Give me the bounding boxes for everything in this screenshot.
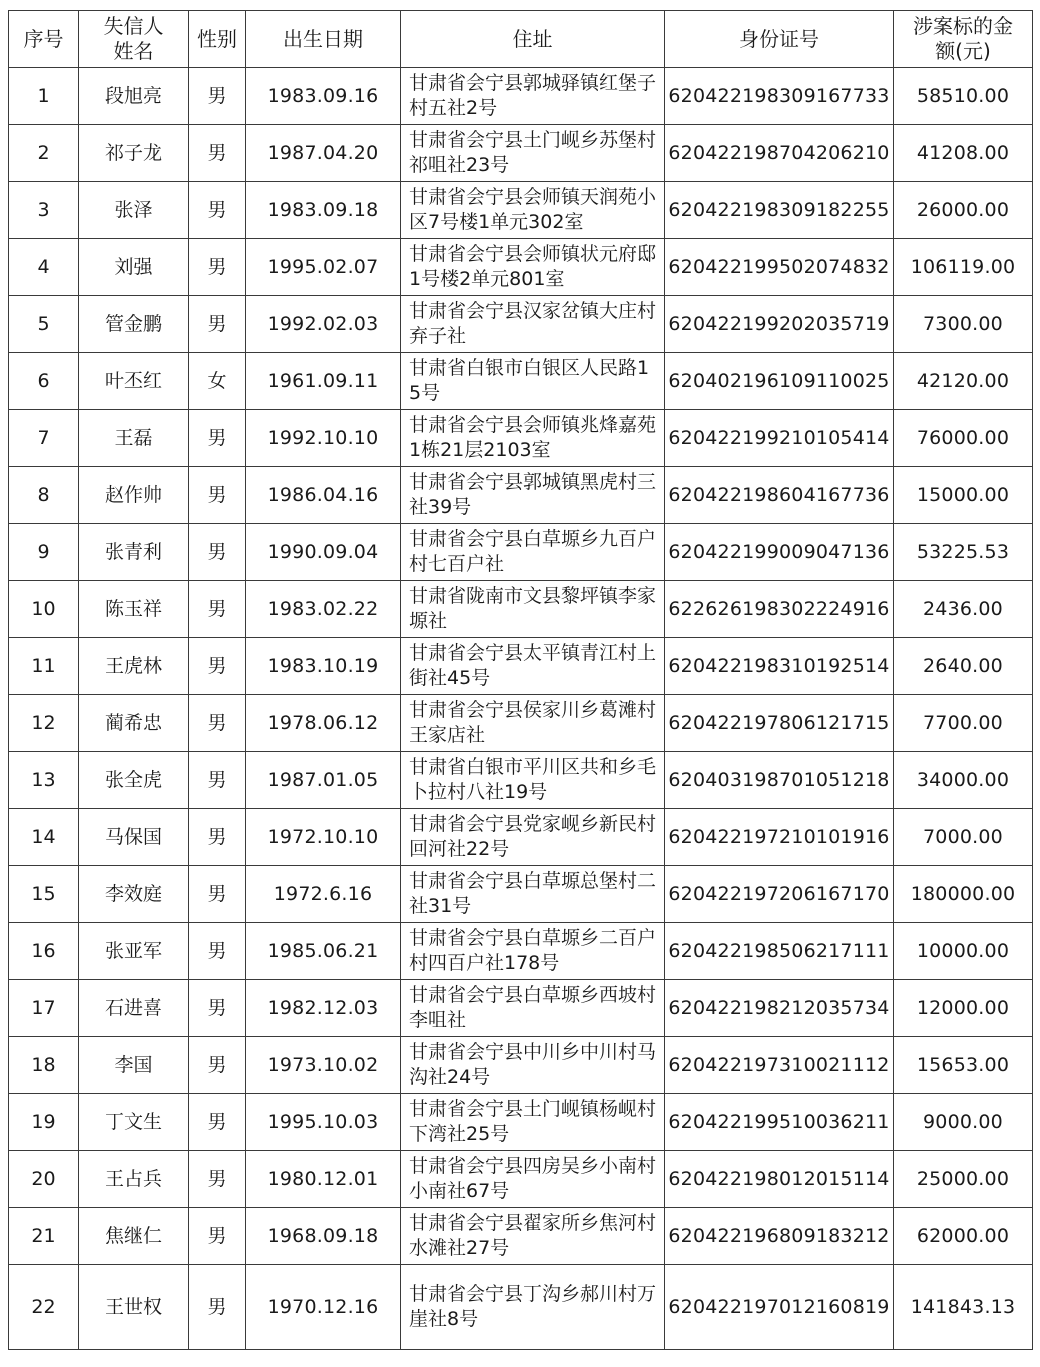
cell-amount: 42120.00	[894, 353, 1033, 410]
header-name-label: 失信人姓名	[103, 14, 164, 63]
table-row	[9, 296, 1033, 353]
cell-address: 甘肃省会宁县郭城镇黑虎村三社39号	[401, 467, 665, 524]
cell-address: 甘肃省会宁县白草塬乡西坡村李咀社	[401, 980, 665, 1037]
cell-birth-date: 1961.09.11	[246, 353, 401, 410]
cell-name: 李国	[79, 1037, 189, 1094]
cell-gender: 男	[189, 923, 246, 980]
cell-amount: 62000.00	[894, 1208, 1033, 1265]
cell-gender: 男	[189, 467, 246, 524]
cell-address: 甘肃省会宁县会师镇状元府邸1号楼2单元801室	[401, 239, 665, 296]
cell-gender: 男	[189, 752, 246, 809]
table-row	[9, 239, 1033, 296]
cell-name: 张青利	[79, 524, 189, 581]
table-row	[9, 182, 1033, 239]
cell-index: 5	[9, 296, 79, 353]
cell-id-number: 620422199502074832	[665, 239, 894, 296]
table-body	[9, 68, 1033, 1350]
cell-index: 4	[9, 239, 79, 296]
cell-gender: 男	[189, 68, 246, 125]
header-gender: 性别	[189, 11, 246, 68]
cell-id-number: 620422197310021112	[665, 1037, 894, 1094]
header-birth-date: 出生日期	[246, 11, 401, 68]
cell-index: 7	[9, 410, 79, 467]
table-row	[9, 638, 1033, 695]
cell-gender: 男	[189, 125, 246, 182]
cell-amount: 58510.00	[894, 68, 1033, 125]
cell-name: 马保国	[79, 809, 189, 866]
cell-amount: 53225.53	[894, 524, 1033, 581]
cell-id-number: 620422199009047136	[665, 524, 894, 581]
cell-name: 祁子龙	[79, 125, 189, 182]
cell-id-number: 620422198310192514	[665, 638, 894, 695]
header-address: 住址	[401, 11, 665, 68]
cell-name: 赵作帅	[79, 467, 189, 524]
cell-address: 甘肃省会宁县太平镇青江村上街社45号	[401, 638, 665, 695]
cell-birth-date: 1972.10.10	[246, 809, 401, 866]
cell-birth-date: 1983.09.18	[246, 182, 401, 239]
cell-id-number: 620402196109110025	[665, 353, 894, 410]
cell-amount: 76000.00	[894, 410, 1033, 467]
table-row	[9, 809, 1033, 866]
table-row	[9, 467, 1033, 524]
cell-gender: 男	[189, 182, 246, 239]
cell-name: 刘强	[79, 239, 189, 296]
cell-index: 14	[9, 809, 79, 866]
cell-id-number: 620422197206167170	[665, 866, 894, 923]
cell-id-number: 620422198604167736	[665, 467, 894, 524]
cell-index: 21	[9, 1208, 79, 1265]
cell-birth-date: 1985.06.21	[246, 923, 401, 980]
cell-index: 16	[9, 923, 79, 980]
cell-gender: 男	[189, 581, 246, 638]
cell-amount: 41208.00	[894, 125, 1033, 182]
cell-address: 甘肃省会宁县中川乡中川村马沟社24号	[401, 1037, 665, 1094]
cell-birth-date: 1983.10.19	[246, 638, 401, 695]
cell-id-number: 620422198309182255	[665, 182, 894, 239]
cell-amount: 106119.00	[894, 239, 1033, 296]
cell-name: 王占兵	[79, 1151, 189, 1208]
cell-amount: 34000.00	[894, 752, 1033, 809]
cell-address: 甘肃省会宁县党家岘乡新民村回河社22号	[401, 809, 665, 866]
table-row	[9, 695, 1033, 752]
cell-birth-date: 1978.06.12	[246, 695, 401, 752]
cell-address: 甘肃省会宁县会师镇天润苑小区7号楼1单元302室	[401, 182, 665, 239]
cell-id-number: 620422197210101916	[665, 809, 894, 866]
header-row	[9, 11, 1033, 68]
cell-address: 甘肃省会宁县翟家所乡焦河村水滩社27号	[401, 1208, 665, 1265]
table-row	[9, 524, 1033, 581]
cell-index: 15	[9, 866, 79, 923]
cell-index: 17	[9, 980, 79, 1037]
cell-id-number: 620422198212035734	[665, 980, 894, 1037]
cell-name: 叶丕红	[79, 353, 189, 410]
cell-amount: 7700.00	[894, 695, 1033, 752]
cell-address: 甘肃省会宁县丁沟乡郝川村万崖社8号	[401, 1265, 665, 1350]
cell-gender: 男	[189, 638, 246, 695]
cell-index: 6	[9, 353, 79, 410]
cell-address: 甘肃省会宁县土门岘乡苏堡村祁咀社23号	[401, 125, 665, 182]
cell-name: 张亚军	[79, 923, 189, 980]
cell-gender: 男	[189, 866, 246, 923]
cell-id-number: 620422198704206210	[665, 125, 894, 182]
cell-birth-date: 1990.09.04	[246, 524, 401, 581]
table-row	[9, 1151, 1033, 1208]
cell-index: 10	[9, 581, 79, 638]
cell-id-number: 620422199202035719	[665, 296, 894, 353]
cell-gender: 男	[189, 524, 246, 581]
cell-birth-date: 1995.02.07	[246, 239, 401, 296]
cell-birth-date: 1983.09.16	[246, 68, 401, 125]
header-index: 序号	[9, 11, 79, 68]
cell-name: 丁文生	[79, 1094, 189, 1151]
cell-id-number: 620422198506217111	[665, 923, 894, 980]
cell-name: 王虎林	[79, 638, 189, 695]
cell-index: 12	[9, 695, 79, 752]
cell-address: 甘肃省会宁县白草塬乡二百户村四百户社178号	[401, 923, 665, 980]
cell-name: 陈玉祥	[79, 581, 189, 638]
table-row	[9, 752, 1033, 809]
cell-amount: 25000.00	[894, 1151, 1033, 1208]
cell-birth-date: 1983.02.22	[246, 581, 401, 638]
table-row	[9, 1208, 1033, 1265]
header-amount-label: 涉案标的金额(元)	[913, 14, 1013, 63]
cell-index: 22	[9, 1265, 79, 1350]
cell-gender: 男	[189, 1094, 246, 1151]
cell-birth-date: 1987.04.20	[246, 125, 401, 182]
cell-amount: 141843.13	[894, 1265, 1033, 1350]
cell-gender: 女	[189, 353, 246, 410]
table-header	[9, 11, 1033, 68]
cell-id-number: 620422196809183212	[665, 1208, 894, 1265]
table-row	[9, 1037, 1033, 1094]
cell-birth-date: 1986.04.16	[246, 467, 401, 524]
cell-birth-date: 1995.10.03	[246, 1094, 401, 1151]
cell-index: 8	[9, 467, 79, 524]
cell-birth-date: 1970.12.16	[246, 1265, 401, 1350]
cell-amount: 2640.00	[894, 638, 1033, 695]
cell-name: 管金鹏	[79, 296, 189, 353]
table-row	[9, 410, 1033, 467]
defaulter-table	[8, 10, 1033, 1350]
cell-birth-date: 1982.12.03	[246, 980, 401, 1037]
cell-id-number: 620422197012160819	[665, 1265, 894, 1350]
cell-gender: 男	[189, 1265, 246, 1350]
cell-amount: 7000.00	[894, 809, 1033, 866]
cell-amount: 7300.00	[894, 296, 1033, 353]
cell-amount: 26000.00	[894, 182, 1033, 239]
table-row	[9, 1265, 1033, 1350]
cell-address: 甘肃省会宁县白草塬总堡村二社31号	[401, 866, 665, 923]
cell-address: 甘肃省会宁县四房吴乡小南村小南社67号	[401, 1151, 665, 1208]
cell-name: 蔺希忠	[79, 695, 189, 752]
cell-amount: 10000.00	[894, 923, 1033, 980]
cell-birth-date: 1987.01.05	[246, 752, 401, 809]
cell-amount: 12000.00	[894, 980, 1033, 1037]
header-name	[79, 11, 189, 68]
cell-gender: 男	[189, 1208, 246, 1265]
cell-address: 甘肃省会宁县郭城驿镇红堡子村五社2号	[401, 68, 665, 125]
cell-name: 焦继仁	[79, 1208, 189, 1265]
header-id-number: 身份证号	[665, 11, 894, 68]
cell-id-number: 620403198701051218	[665, 752, 894, 809]
cell-birth-date: 1992.02.03	[246, 296, 401, 353]
table-row	[9, 866, 1033, 923]
cell-id-number: 620422198309167733	[665, 68, 894, 125]
cell-index: 18	[9, 1037, 79, 1094]
cell-gender: 男	[189, 809, 246, 866]
cell-index: 9	[9, 524, 79, 581]
cell-birth-date: 1972.6.16	[246, 866, 401, 923]
cell-gender: 男	[189, 695, 246, 752]
cell-address: 甘肃省会宁县侯家川乡葛滩村王家店社	[401, 695, 665, 752]
cell-index: 13	[9, 752, 79, 809]
table-row	[9, 980, 1033, 1037]
table-row	[9, 125, 1033, 182]
table-row	[9, 923, 1033, 980]
cell-id-number: 620422198012015114	[665, 1151, 894, 1208]
cell-name: 石进喜	[79, 980, 189, 1037]
cell-gender: 男	[189, 296, 246, 353]
cell-amount: 9000.00	[894, 1094, 1033, 1151]
cell-birth-date: 1992.10.10	[246, 410, 401, 467]
cell-gender: 男	[189, 410, 246, 467]
cell-amount: 15653.00	[894, 1037, 1033, 1094]
cell-id-number: 622626198302224916	[665, 581, 894, 638]
cell-index: 19	[9, 1094, 79, 1151]
cell-name: 张泽	[79, 182, 189, 239]
cell-id-number: 620422197806121715	[665, 695, 894, 752]
table-row	[9, 68, 1033, 125]
cell-index: 11	[9, 638, 79, 695]
cell-birth-date: 1973.10.02	[246, 1037, 401, 1094]
table-row	[9, 581, 1033, 638]
cell-index: 3	[9, 182, 79, 239]
cell-gender: 男	[189, 1037, 246, 1094]
cell-name: 张全虎	[79, 752, 189, 809]
cell-index: 20	[9, 1151, 79, 1208]
cell-birth-date: 1968.09.18	[246, 1208, 401, 1265]
cell-address: 甘肃省白银市平川区共和乡毛卜拉村八社19号	[401, 752, 665, 809]
cell-gender: 男	[189, 1151, 246, 1208]
cell-address: 甘肃省会宁县白草塬乡九百户村七百户社	[401, 524, 665, 581]
cell-id-number: 620422199510036211	[665, 1094, 894, 1151]
cell-gender: 男	[189, 239, 246, 296]
table-row	[9, 353, 1033, 410]
cell-name: 王磊	[79, 410, 189, 467]
cell-address: 甘肃省会宁县土门岘镇杨岘村下湾社25号	[401, 1094, 665, 1151]
cell-gender: 男	[189, 980, 246, 1037]
cell-name: 李效庭	[79, 866, 189, 923]
cell-name: 段旭亮	[79, 68, 189, 125]
cell-amount: 2436.00	[894, 581, 1033, 638]
cell-address: 甘肃省会宁县会师镇兆烽嘉苑1栋21层2103室	[401, 410, 665, 467]
cell-birth-date: 1980.12.01	[246, 1151, 401, 1208]
cell-name: 王世权	[79, 1265, 189, 1350]
cell-index: 2	[9, 125, 79, 182]
cell-index: 1	[9, 68, 79, 125]
cell-amount: 15000.00	[894, 467, 1033, 524]
cell-amount: 180000.00	[894, 866, 1033, 923]
cell-address: 甘肃省会宁县汉家岔镇大庄村弃子社	[401, 296, 665, 353]
cell-address: 甘肃省白银市白银区人民路15号	[401, 353, 665, 410]
cell-id-number: 620422199210105414	[665, 410, 894, 467]
header-amount	[894, 11, 1033, 68]
cell-address: 甘肃省陇南市文县黎坪镇李家塬社	[401, 581, 665, 638]
table-row	[9, 1094, 1033, 1151]
